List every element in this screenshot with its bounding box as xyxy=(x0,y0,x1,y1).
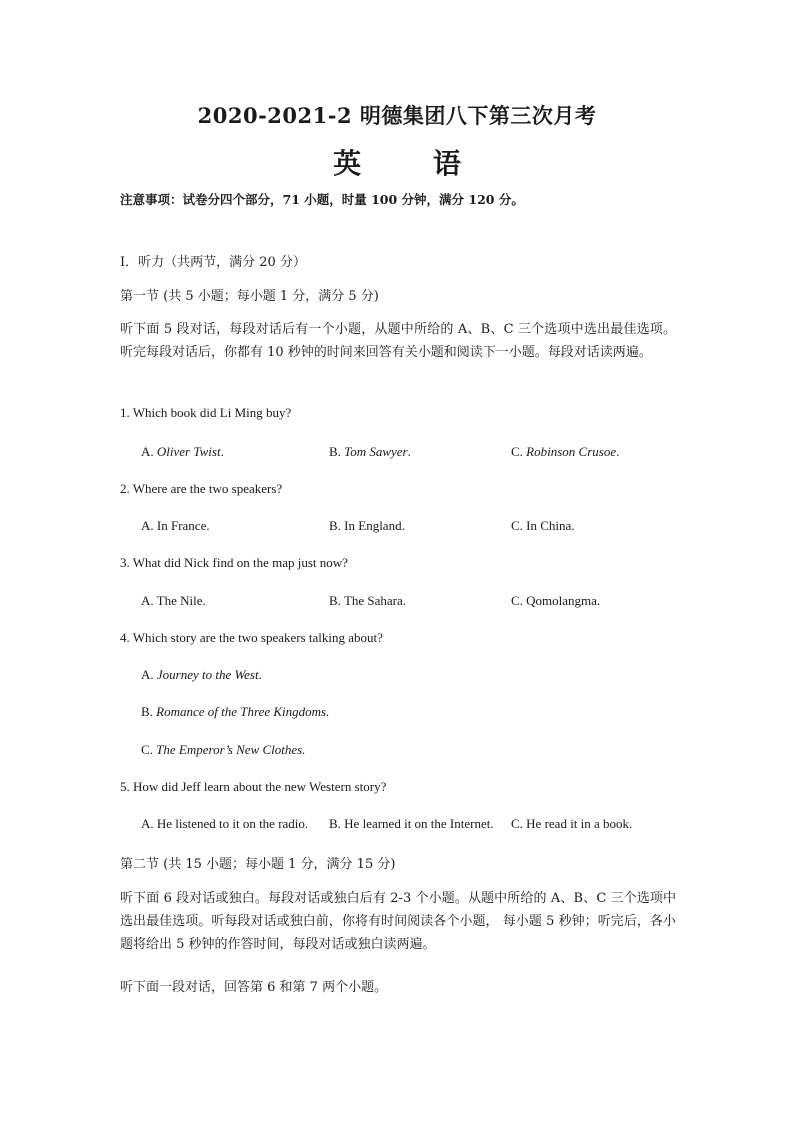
option-letter: A. xyxy=(141,444,157,459)
q1-option-a[interactable] xyxy=(141,444,224,460)
option-text: In France. xyxy=(156,518,210,533)
dialogue-intro: 听下面一段对话，回答第 6 和第 7 两个小题。 xyxy=(120,980,388,995)
option-suffix: . xyxy=(407,444,411,459)
option-text: Romance of the Three Kingdoms. xyxy=(156,704,330,719)
q4-option-a[interactable] xyxy=(141,667,262,683)
q3-option-b[interactable] xyxy=(329,593,406,609)
question-3-stem: 3. What did Nick find on the map just now? xyxy=(120,555,348,570)
option-letter: A. xyxy=(141,816,157,831)
option-text: The Sahara. xyxy=(343,593,407,608)
q2-option-c[interactable] xyxy=(511,518,575,534)
option-suffix: . xyxy=(220,444,224,459)
section1-heading: 第一节 (共 5 小题；每小题 1 分，满分 5 分) xyxy=(120,289,379,304)
option-letter: C. xyxy=(511,816,527,831)
notice-text: 试卷分四个部分，71 小题，时量 100 分钟，满分 120 分。 xyxy=(182,192,524,207)
exam-title: 2020-2021-2 明德集团八下第三次月考 xyxy=(197,103,597,128)
option-text: He learned it on the Internet. xyxy=(344,816,494,831)
option-text: The Emperor’s New Clothes. xyxy=(156,742,306,757)
notice-label: 注意事项： xyxy=(120,192,183,207)
option-text: Journey to the West xyxy=(156,667,259,682)
option-text: In China. xyxy=(526,518,575,533)
option-text: Tom Sawyer xyxy=(344,444,408,459)
option-letter: A. xyxy=(141,593,157,608)
question-5-stem: 5. How did Jeff learn about the new Western story? xyxy=(120,779,387,794)
q1-option-c[interactable] xyxy=(511,444,619,460)
q2-option-b[interactable] xyxy=(329,518,405,534)
q5-option-c[interactable] xyxy=(511,816,632,832)
option-letter: C. xyxy=(141,742,157,757)
option-text: Robinson Crusoe xyxy=(526,444,617,459)
section2-instructions: 听下面 6 段对话或独白。每段对话或独白后有 2-3 个小题。从题中所给的 A、B、C 三个选项中选出最佳选项。听每段对话或独白前，你将有时间阅读各个小题， 每小题 5 秒钟；听完后，各小题将给出 5 秒钟的作答时间，每段对话或独白读两遍。 xyxy=(120,891,676,952)
option-letter: B. xyxy=(141,704,157,719)
option-letter: B. xyxy=(329,816,345,831)
option-text: The Nile. xyxy=(156,593,206,608)
option-text: In England. xyxy=(344,518,405,533)
q2-option-a[interactable] xyxy=(141,518,210,534)
section2-heading: 第二节 (共 15 小题；每小题 1 分，满分 15 分) xyxy=(120,857,396,872)
subject-title: 英 语 xyxy=(333,147,461,180)
option-text: Oliver Twist xyxy=(156,444,221,459)
q5-option-a[interactable] xyxy=(141,816,308,832)
option-letter: C. xyxy=(511,444,527,459)
option-text: He read it in a book. xyxy=(526,816,633,831)
exam-notice xyxy=(120,190,524,208)
option-letter: B. xyxy=(329,593,344,608)
question-2-stem: 2. Where are the two speakers? xyxy=(120,481,283,496)
section1-instructions: 听下面 5 段对话，每段对话后有一个小题，从题中所给的 A、B、C 三个选项中选出最佳选项。听完每段对话后，你都有 10 秒钟的时间来回答有关小题和阅读下一小题。每段对话读两遍。 xyxy=(120,322,676,360)
option-suffix: . xyxy=(258,667,262,682)
option-suffix: . xyxy=(616,444,620,459)
q4-option-b[interactable] xyxy=(141,704,329,720)
option-letter: C. xyxy=(511,593,527,608)
q5-option-b[interactable] xyxy=(329,816,494,832)
q1-option-b[interactable] xyxy=(329,444,411,460)
option-letter: C. xyxy=(511,518,527,533)
q4-option-c[interactable] xyxy=(141,742,305,758)
part1-heading: I．听力（共两节，满分 20 分） xyxy=(120,255,306,270)
option-letter: A. xyxy=(141,518,157,533)
option-letter: B. xyxy=(329,444,345,459)
option-letter: B. xyxy=(329,518,345,533)
question-4-stem: 4. Which story are the two speakers talking about? xyxy=(120,630,383,645)
option-text: Qomolangma. xyxy=(526,593,601,608)
option-text: He listened to it on the radio. xyxy=(156,816,309,831)
q3-option-c[interactable] xyxy=(511,593,600,609)
q3-option-a[interactable] xyxy=(141,593,206,609)
question-1-stem: 1. Which book did Li Ming buy? xyxy=(120,405,292,420)
option-letter: A. xyxy=(141,667,157,682)
